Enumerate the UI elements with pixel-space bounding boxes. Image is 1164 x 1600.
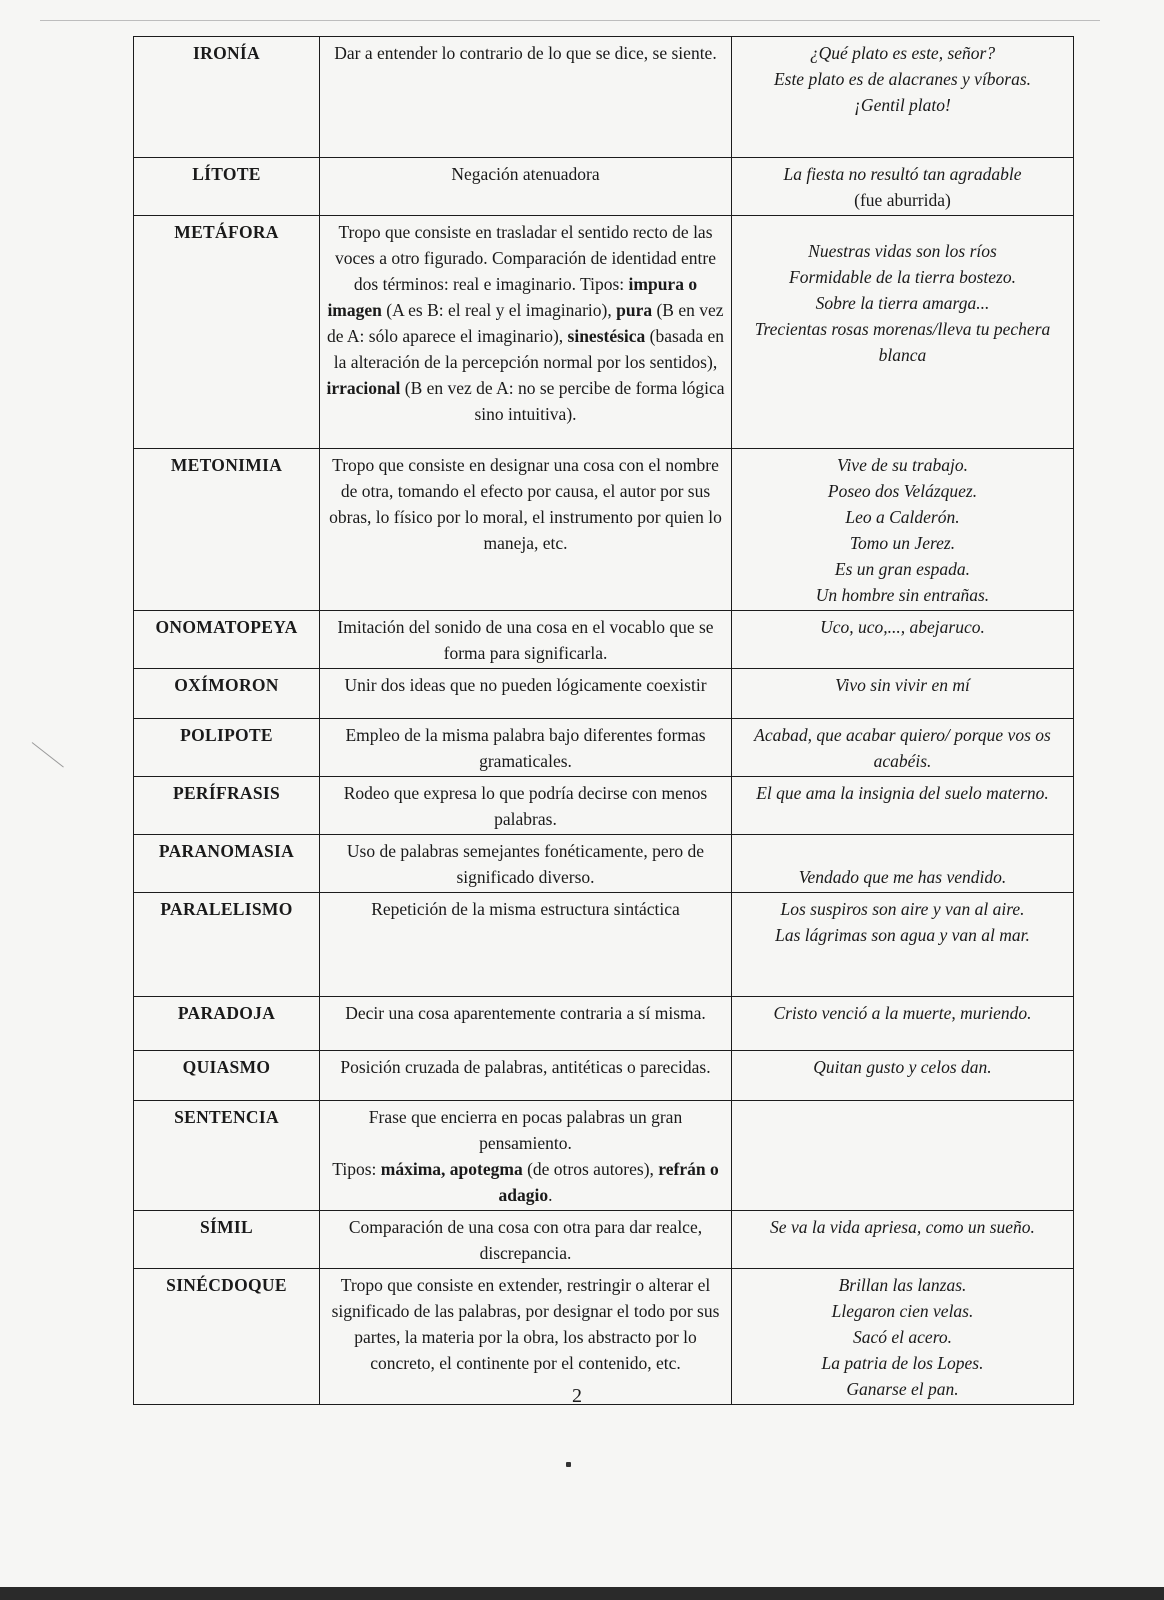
type-desc: . — [548, 1185, 553, 1205]
table-row — [134, 216, 1074, 449]
type-term: máxima, apotegma — [380, 1159, 523, 1179]
table-row — [134, 893, 1074, 997]
table-row — [134, 1051, 1074, 1101]
definition-cell: Tropo que consiste en extender, restringir o alterar el significado de las palabras, por designar el todo por sus partes, la materia por la obra, los abstracto por lo concreto, el continente por el contenido, etc. — [320, 1269, 732, 1405]
example-line: Formidable de la tierra bostezo. — [789, 267, 1016, 287]
definition-cell: Unir dos ideas que no pueden lógicamente coexistir — [320, 669, 732, 719]
definition-cell: Dar a entender lo contrario de lo que se dice, se siente. — [320, 37, 732, 158]
example-cell: Vendado que me has vendido. — [732, 835, 1074, 893]
example-line: La fiesta no resultó tan agradable — [783, 164, 1022, 184]
definition-cell — [320, 216, 732, 449]
definition-cell: Decir una cosa aparentemente contraria a sí misma. — [320, 997, 732, 1051]
example-cell: Quitan gusto y celos dan. — [732, 1051, 1074, 1101]
example-line: Leo a Calderón. — [845, 507, 960, 527]
table-row — [134, 997, 1074, 1051]
type-term: impura o imagen — [327, 274, 698, 320]
term-cell: OXÍMORON — [134, 669, 320, 719]
example-line: ¡Gentil plato! — [854, 95, 951, 115]
types-label: Tipos: — [332, 1159, 381, 1179]
definition-cell: Tropo que consiste en designar una cosa con el nombre de otra, tomando el efecto por causa, el autor por sus obras, lo físico por lo moral, el instrumento por quien lo maneja, etc. — [320, 449, 732, 611]
example-cell — [732, 1269, 1074, 1405]
scan-bottom-border — [0, 1587, 1164, 1600]
definition-cell: Comparación de una cosa con otra para dar realce, discrepancia. — [320, 1211, 732, 1269]
example-line: La patria de los Lopes. — [821, 1353, 984, 1373]
definition-types — [326, 1156, 725, 1208]
example-cell: Uco, uco,..., abejaruco. — [732, 611, 1074, 669]
type-desc: (A es B: el real y el imaginario), — [381, 300, 617, 320]
definition-cell: Imitación del sonido de una cosa en el vocablo que se forma para significarla. — [320, 611, 732, 669]
example-cell — [732, 158, 1074, 216]
term-cell: PERÍFRASIS — [134, 777, 320, 835]
table-row — [134, 449, 1074, 611]
example-cell: Cristo venció a la muerte, muriendo. — [732, 997, 1074, 1051]
definition-cell — [320, 1101, 732, 1211]
example-cell: Acabad, que acabar quiero/ porque vos os acabéis. — [732, 719, 1074, 777]
definition-cell: Posición cruzada de palabras, antitéticas o parecidas. — [320, 1051, 732, 1101]
example-line: Llegaron cien velas. — [831, 1301, 974, 1321]
example-note: (fue aburrida) — [854, 190, 951, 210]
definition-cell: Repetición de la misma estructura sintáctica — [320, 893, 732, 997]
type-term: refrán o adagio — [498, 1159, 719, 1205]
example-line: Este plato es de alacranes y víboras. — [773, 69, 1032, 89]
table-row — [134, 1269, 1074, 1405]
type-desc: (de otros autores), — [522, 1159, 659, 1179]
example-line: ¿Qué plato es este, señor? — [809, 43, 996, 63]
definition-text: Frase que encierra en pocas palabras un gran pensamiento. — [368, 1107, 683, 1153]
example-cell: Vivo sin vivir en mí — [732, 669, 1074, 719]
term-cell: LÍTOTE — [134, 158, 320, 216]
table-row — [134, 37, 1074, 158]
type-term: irracional — [326, 378, 401, 398]
example-line: Es un gran espada. — [834, 559, 971, 579]
example-cell — [732, 449, 1074, 611]
type-desc: (B en vez de A: no se percibe de forma lógica sino intuitiva). — [400, 378, 725, 424]
term-cell: SINÉCDOQUE — [134, 1269, 320, 1405]
example-cell — [732, 37, 1074, 158]
term-cell: ONOMATOPEYA — [134, 611, 320, 669]
example-line: Un hombre sin entrañas. — [815, 585, 990, 605]
example-line: Vive de su trabajo. — [837, 455, 968, 475]
example-line: Poseo dos Velázquez. — [827, 481, 978, 501]
term-cell: SÍMIL — [134, 1211, 320, 1269]
scan-speck — [566, 1462, 571, 1467]
example-line: Brillan las lanzas. — [838, 1275, 967, 1295]
term-cell: PARADOJA — [134, 997, 320, 1051]
type-term: pura — [616, 300, 653, 320]
type-term: sinestésica — [567, 326, 646, 346]
example-line: Nuestras vidas son los ríos — [808, 241, 997, 261]
term-cell: METONIMIA — [134, 449, 320, 611]
term-cell: POLIPOTE — [134, 719, 320, 777]
type-desc: (B en vez de A: sólo aparece el imaginario), — [326, 300, 724, 346]
example-line: Trecientas rosas morenas/lleva tu pechera blanca — [754, 319, 1051, 365]
term-cell: PARANOMASIA — [134, 835, 320, 893]
example-line: Ganarse el pan. — [846, 1379, 959, 1399]
term-cell: QUIASMO — [134, 1051, 320, 1101]
example-cell — [732, 1101, 1074, 1211]
definition-cell: Uso de palabras semejantes fonéticamente, pero de significado diverso. — [320, 835, 732, 893]
table-row — [134, 777, 1074, 835]
table-row — [134, 669, 1074, 719]
example-line: Las lágrimas son agua y van al mar. — [775, 925, 1030, 945]
type-desc: (basada en la alteración de la percepción normal por los sentidos), — [333, 326, 725, 372]
example-line: Tomo un Jerez. — [849, 533, 956, 553]
term-cell: IRONÍA — [134, 37, 320, 158]
table-row — [134, 835, 1074, 893]
term-cell: METÁFORA — [134, 216, 320, 449]
table-row — [134, 719, 1074, 777]
definition-text: Tropo que consiste en trasladar el sentido recto de las voces a otro figurado. Comparación de identidad entre dos términos: real e imaginario. Tipos: — [335, 222, 716, 294]
scan-edge-line — [40, 20, 1100, 21]
figures-table — [133, 36, 1074, 1405]
paper-fold-mark — [32, 742, 64, 767]
example-line: Los suspiros son aire y van al aire. — [780, 899, 1025, 919]
table-row — [134, 158, 1074, 216]
definition-cell: Rodeo que expresa lo que podría decirse con menos palabras. — [320, 777, 732, 835]
definition-cell: Empleo de la misma palabra bajo diferentes formas gramaticales. — [320, 719, 732, 777]
term-cell: SENTENCIA — [134, 1101, 320, 1211]
example-cell — [732, 216, 1074, 449]
page-number: 2 — [572, 1385, 582, 1407]
example-line: Sobre la tierra amarga... — [815, 293, 990, 313]
example-cell — [732, 893, 1074, 997]
definition-cell: Negación atenuadora — [320, 158, 732, 216]
table-row — [134, 611, 1074, 669]
example-line: Sacó el acero. — [853, 1327, 952, 1347]
example-cell: El que ama la insignia del suelo materno. — [732, 777, 1074, 835]
table-row — [134, 1101, 1074, 1211]
table-row — [134, 1211, 1074, 1269]
term-cell: PARALELISMO — [134, 893, 320, 997]
example-cell: Se va la vida apriesa, como un sueño. — [732, 1211, 1074, 1269]
